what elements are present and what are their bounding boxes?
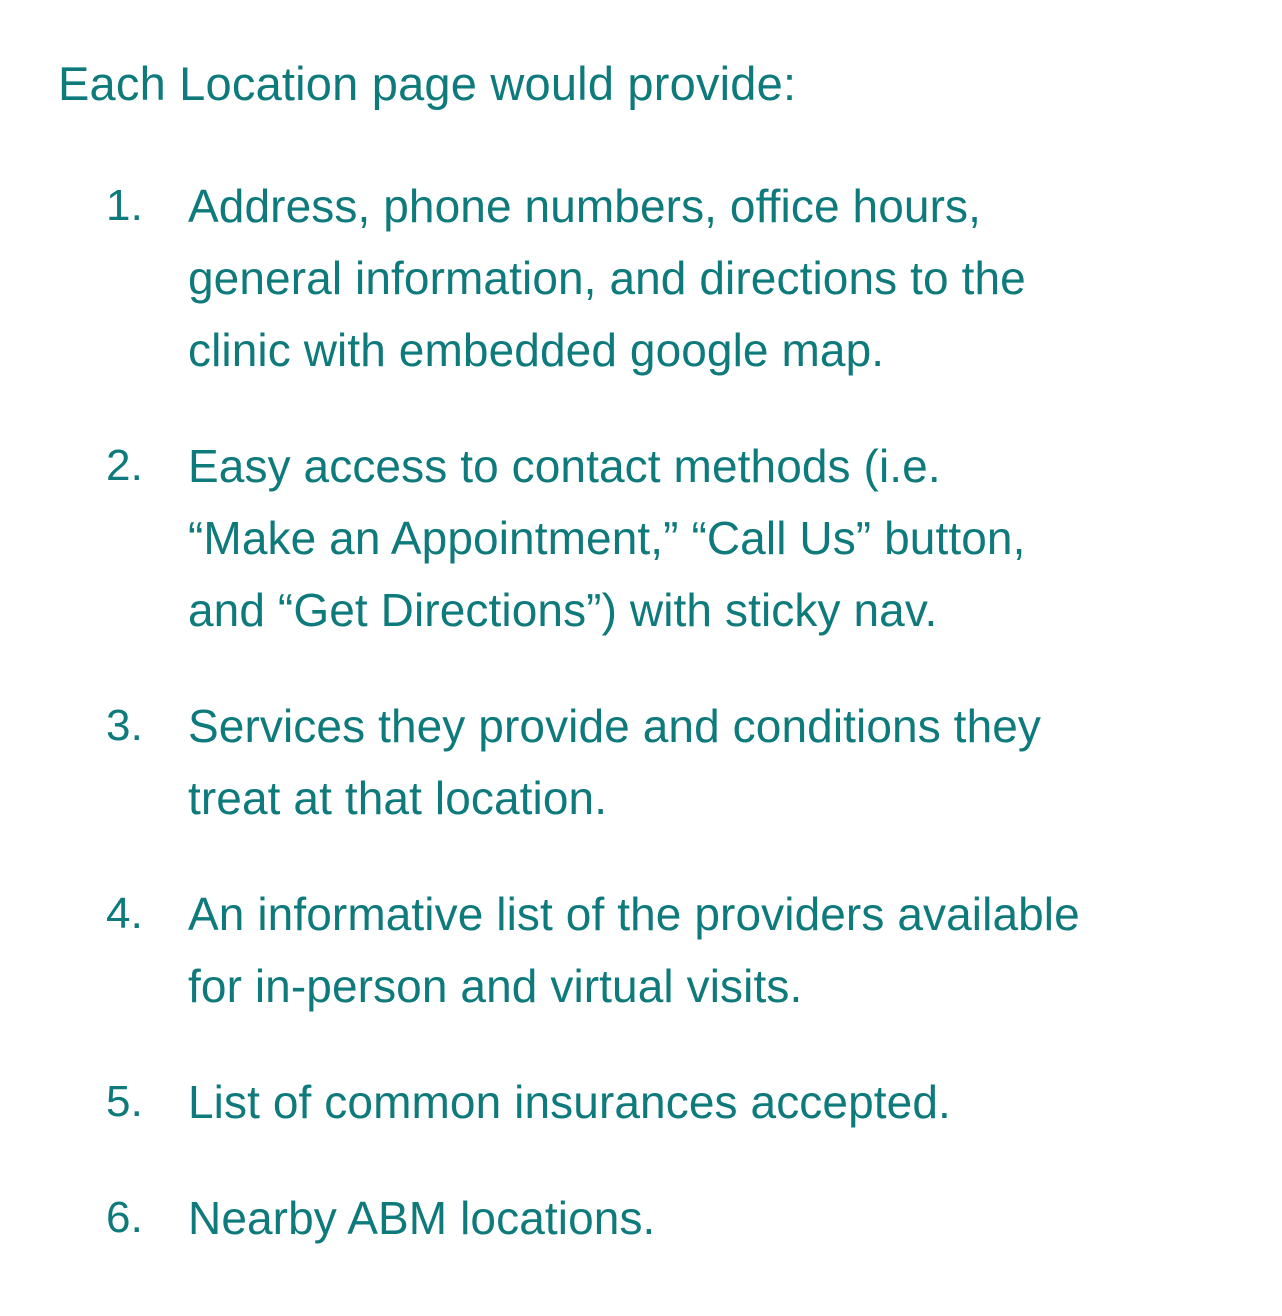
list-item-line: Address, phone numbers, office hours, [188,180,981,232]
list-item-line: and “Get Directions”) with sticky nav. [188,584,938,636]
list-item [106,690,1256,834]
list-item-line: Easy access to contact methods (i.e. [188,440,941,492]
list-item-text [188,1182,1256,1254]
list-item-line: An informative list of the providers available [188,888,1080,940]
location-page-feature-list [106,170,1256,1254]
list-number: 6. [106,1193,143,1242]
list-item-line: general information, and directions to the [188,252,1026,304]
list-item [106,1066,1256,1138]
list-item-line: List of common insurances accepted. [188,1076,951,1128]
list-number: 1. [106,181,143,230]
list-item [106,170,1256,386]
list-number: 3. [106,701,143,750]
list-item [106,1182,1256,1254]
list-item-line: treat at that location. [188,772,608,824]
list-item-line: Services they provide and conditions they [188,700,1042,752]
list-number: 2. [106,441,143,490]
list-item [106,430,1256,646]
list-item-text [188,878,1256,1022]
list-item-line: “Make an Appointment,” “Call Us” button, [188,512,1026,564]
list-number: 4. [106,889,143,938]
list-item-line: Nearby ABM locations. [188,1192,656,1244]
list-item-text [188,690,1256,834]
intro-text: Each Location page would provide: [58,57,797,110]
list-number: 5. [106,1077,143,1126]
list-item [106,878,1256,1022]
list-item-text [188,170,1256,386]
list-item-line: clinic with embedded google map. [188,324,885,376]
list-item-text [188,430,1256,646]
list-item-line: for in-person and virtual visits. [188,960,803,1012]
list-item-text [188,1066,1256,1138]
